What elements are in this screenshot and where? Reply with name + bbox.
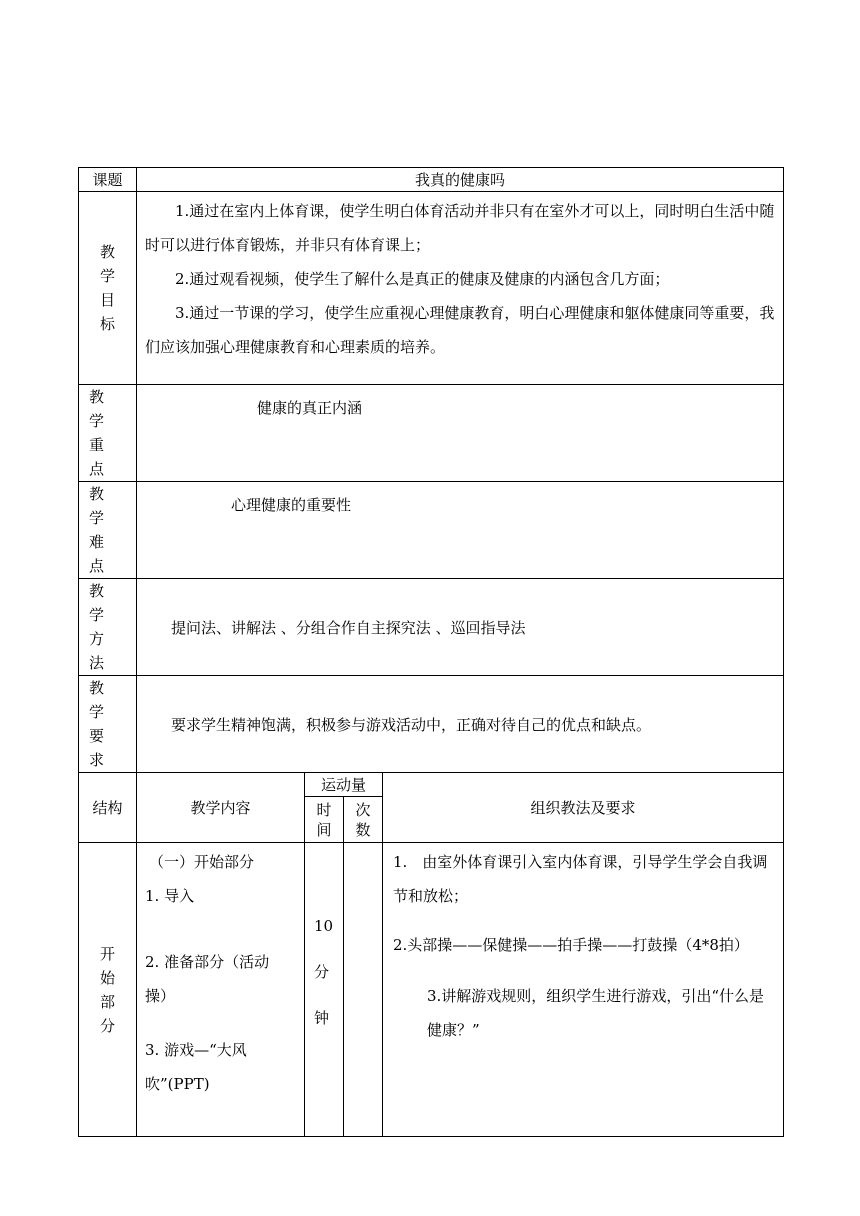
start-section-content bbox=[137, 843, 305, 1137]
organization-header: 组织教法及要求 bbox=[383, 773, 784, 843]
key-point-label: 教 学 重 点 bbox=[79, 385, 137, 482]
content-header: 教学内容 bbox=[137, 773, 305, 843]
objective-item: 2.通过观看视频，使学生了解什么是真正的健康及健康的内涵包含几方面； bbox=[175, 270, 670, 288]
objectives-content bbox=[137, 192, 784, 385]
requirement-label: 教 学 要 求 bbox=[79, 676, 137, 773]
organization-item: 2.头部操——保健操——拍手操——打鼓操（4*8拍） bbox=[393, 936, 749, 954]
objective-item: 1.通过在室内上体育课，使学生明白体育活动并非只有在室外才可以上，同时明白生活中随时可以进行体育锻炼，并非只有体育课上； bbox=[145, 202, 775, 254]
content-item: 1. 导入 bbox=[145, 887, 195, 905]
requirement-row bbox=[79, 676, 784, 773]
start-section-organization bbox=[383, 843, 784, 1137]
difficulty-row bbox=[79, 482, 784, 579]
start-section-count bbox=[344, 843, 383, 1137]
topic-row bbox=[79, 168, 784, 192]
difficulty-value: 心理健康的重要性 bbox=[137, 482, 784, 579]
key-point-row bbox=[79, 385, 784, 482]
load-header: 运动量 bbox=[305, 773, 383, 797]
content-item: 2. 准备部分（活动操） bbox=[145, 953, 270, 1005]
topic-value: 我真的健康吗 bbox=[137, 168, 784, 192]
organization-item: 3.讲解游戏规则，组织学生进行游戏，引出“什么是健康？” bbox=[427, 987, 764, 1039]
start-section-row bbox=[79, 843, 784, 1137]
method-label: 教 学 方 法 bbox=[79, 579, 137, 676]
method-row bbox=[79, 579, 784, 676]
method-value: 提问法、讲解法 、分组合作自主探究法 、巡回指导法 bbox=[137, 579, 784, 676]
lesson-plan-table bbox=[78, 167, 784, 1137]
start-section-time: 10 分 钟 bbox=[305, 843, 344, 1137]
count-header: 次 数 bbox=[344, 797, 383, 843]
requirement-value: 要求学生精神饱满，积极参与游戏活动中，正确对待自己的优点和缺点。 bbox=[137, 676, 784, 773]
start-section-label: 开 始 部 分 bbox=[79, 843, 137, 1137]
content-heading: （一）开始部分 bbox=[149, 853, 255, 871]
organization-item: 1. 由室外体育课引入室内体育课，引导学生学会自我调节和放松； bbox=[393, 853, 768, 905]
topic-label: 课题 bbox=[79, 168, 137, 192]
difficulty-label: 教 学 难 点 bbox=[79, 482, 137, 579]
plan-header-row bbox=[79, 773, 784, 797]
objectives-row bbox=[79, 192, 784, 385]
structure-header: 结构 bbox=[79, 773, 137, 843]
time-header: 时 间 bbox=[305, 797, 344, 843]
key-point-value: 健康的真正内涵 bbox=[137, 385, 784, 482]
content-item: 3. 游戏—“大风吹”(PPT) bbox=[145, 1041, 247, 1093]
objectives-label: 教 学 目 标 bbox=[79, 192, 137, 385]
objective-item: 3.通过一节课的学习，使学生应重视心理健康教育，明白心理健康和躯体健康同等重要，我们应该加强心理健康教育和心理素质的培养。 bbox=[145, 304, 775, 356]
